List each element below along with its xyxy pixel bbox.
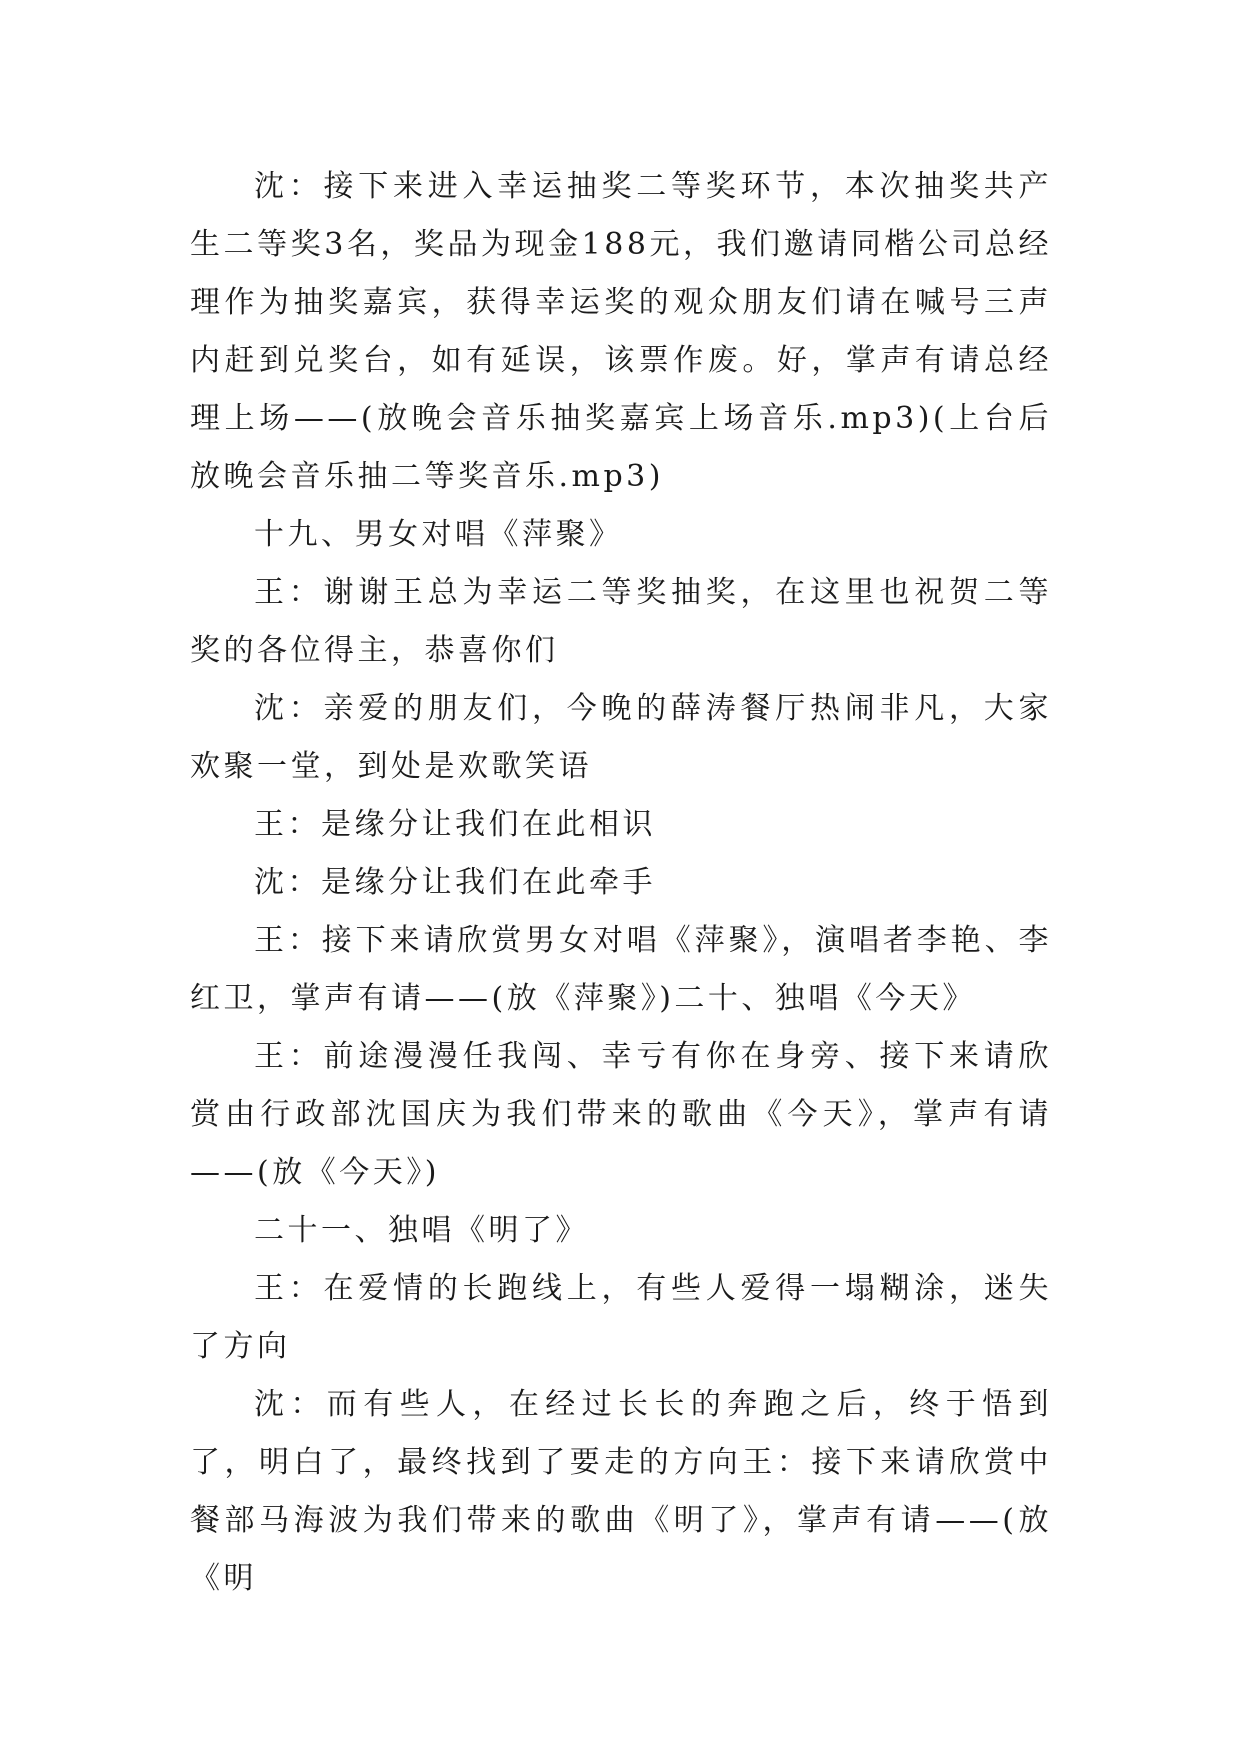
heading-item-21: 二十一、独唱《明了》 bbox=[254, 1213, 589, 1248]
paragraph-mingle-intro: 沈：而有些人，在经过长长的奔跑之后，终于悟到了，明白了，最终找到了要走的方向王：接下来请欣赏中餐部马海波为我们带来的歌曲《明了》，掌声有请——(放《明 bbox=[190, 1387, 1052, 1596]
document-body bbox=[190, 158, 1052, 1608]
paragraph-thanks-wang: 王：谢谢王总为幸运二等奖抽奖，在这里也祝贺二等奖的各位得主，恭喜你们 bbox=[190, 575, 1052, 668]
paragraph-fate-meet: 王：是缘分让我们在此相识 bbox=[254, 807, 656, 842]
paragraph-lottery-second-prize: 沈：接下来进入幸运抽奖二等奖环节，本次抽奖共产生二等奖3名，奖品为现金188元，我们邀请同楷公司总经理作为抽奖嘉宾，获得幸运奖的观众朋友们请在喊号三声内赶到兑奖台，如有延误，该票作废。好，掌声有请总经理上场——(放晚会音乐抽奖嘉宾上场音乐.mp3)(上台后放晚会音乐抽二等奖音乐.mp3) bbox=[190, 169, 1052, 494]
paragraph-love-race: 王：在爱情的长跑线上，有些人爱得一塌糊涂，迷失了方向 bbox=[190, 1271, 1052, 1364]
paragraph-today-intro: 王：前途漫漫任我闯、幸亏有你在身旁、接下来请欣赏由行政部沈国庆为我们带来的歌曲《今天》，掌声有请——(放《今天》) bbox=[190, 1039, 1052, 1190]
paragraph-fate-hands: 沈：是缘分让我们在此牵手 bbox=[254, 865, 656, 900]
paragraph-friends: 沈：亲爱的朋友们，今晚的薛涛餐厅热闹非凡，大家欢聚一堂，到处是欢歌笑语 bbox=[190, 691, 1052, 784]
heading-item-19: 十九、男女对唱《萍聚》 bbox=[254, 517, 623, 552]
paragraph-duet-intro: 王：接下来请欣赏男女对唱《萍聚》，演唱者李艳、李红卫，掌声有请——(放《萍聚》)二十、独唱《今天》 bbox=[190, 923, 1052, 1016]
